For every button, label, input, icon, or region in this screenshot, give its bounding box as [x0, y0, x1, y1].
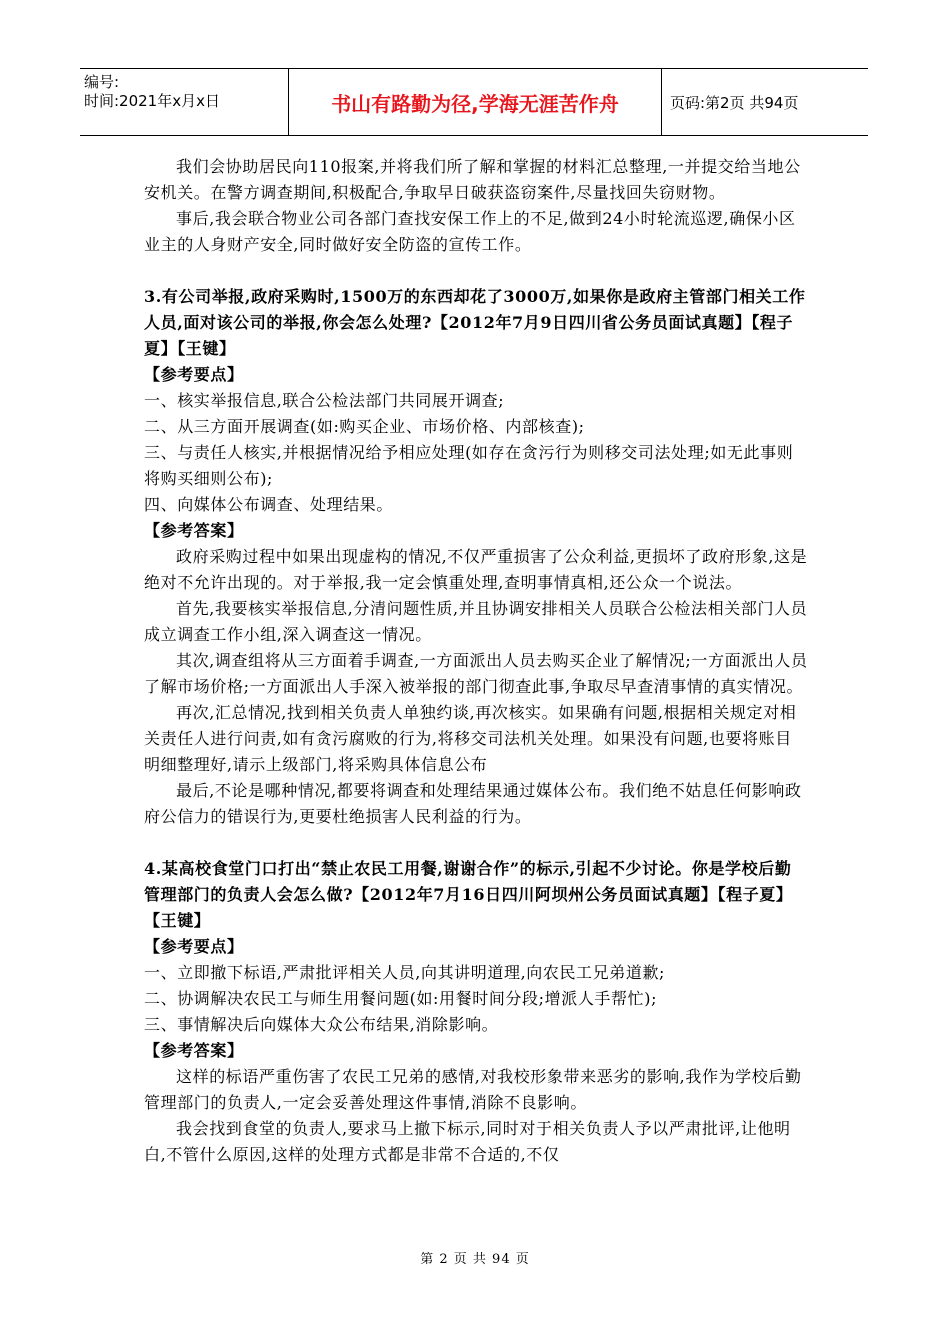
page-footer: 第 2 页 共 94 页: [420, 1252, 530, 1267]
key-point: 三、事情解决后向媒体大众公布结果,消除影响。: [144, 1015, 499, 1034]
header-meta: [80, 69, 289, 135]
question-3: 3.有公司举报,政府采购时,1500万的东西却花了3000万,如果你是政府主管部门相关工作人员,面对该公司的举报,你会怎么处理?【2012年7月9日四川省公务员面试真题】【程子夏】【王键】: [144, 287, 806, 358]
header-page-info: 页码:第2页 共94页: [670, 93, 799, 112]
key-point: 二、从三方面开展调查(如:购买企业、市场价格、内部核查);: [144, 417, 585, 436]
key-point: 四、向媒体公布调查、处理结果。: [144, 495, 394, 514]
key-points-label: 【参考要点】: [144, 937, 244, 956]
key-point: 一、立即撤下标语,严肃批评相关人员,向其讲明道理,向农民工兄弟道歉;: [144, 963, 666, 982]
answer-paragraph: 政府采购过程中如果出现虚构的情况,不仅严重损害了公众利益,更损坏了政府形象,这是绝对不允许出现的。对于举报,我一定会慎重处理,查明事情真相,还公众一个说法。: [144, 547, 808, 592]
question-4: 4.某高校食堂门口打出“禁止农民工用餐,谢谢合作”的标示,引起不少讨论。你是学校后勤管理部门的负责人会怎么做?【2012年7月16日四川阿坝州公务员面试真题】【程子夏】【王键】: [144, 859, 793, 930]
answer-paragraph: 其次,调查组将从三方面着手调查,一方面派出人员去购买企业了解情况;一方面派出人员了解市场价格;一方面派出人手深入被举报的部门彻查此事,争取尽早查清事情的真实情况。: [144, 651, 808, 696]
answer-paragraph: 我会找到食堂的负责人,要求马上撤下标示,同时对于相关负责人予以严肃批评,让他明白,不管什么原因,这样的处理方式都是非常不合适的,不仅: [144, 1119, 791, 1164]
time-label: 时间:2021年x月x日: [84, 92, 220, 110]
key-point: 三、与责任人核实,并根据情况给予相应处理(如存在贪污行为则移交司法处理;如无此事则将购买细则公布);: [144, 443, 794, 488]
answer-paragraph: 这样的标语严重伤害了农民工兄弟的感情,对我校形象带来恶劣的影响,我作为学校后勤管理部门的负责人,一定会妥善处理这件事情,消除不良影响。: [144, 1067, 802, 1112]
header-motto: 书山有路勤为径,学海无涯苦作舟: [289, 69, 662, 135]
key-point: 二、协调解决农民工与师生用餐问题(如:用餐时间分段;增派人手帮忙);: [144, 989, 658, 1008]
code-label: 编号:: [84, 73, 120, 91]
key-point: 一、核实举报信息,联合公检法部门共同展开调查;: [144, 391, 505, 410]
answer-paragraph: 首先,我要核实举报信息,分清问题性质,并且协调安排相关人员联合公检法相关部门人员成立调查工作小组,深入调查这一情况。: [144, 599, 808, 644]
answer-paragraph: 最后,不论是哪种情况,都要将调查和处理结果通过媒体公布。我们绝不姑息任何影响政府公信力的错误行为,更要杜绝损害人民利益的行为。: [144, 781, 802, 826]
key-points-label: 【参考要点】: [144, 365, 244, 384]
document-body: [144, 154, 808, 1168]
paragraph: 我们会协助居民向110报案,并将我们所了解和掌握的材料汇总整理,一并提交给当地公安机关。在警方调查期间,积极配合,争取早日破获盗窃案件,尽量找回失窃财物。: [144, 157, 801, 202]
answer-paragraph: 再次,汇总情况,找到相关负责人单独约谈,再次核实。如果确有问题,根据相关规定对相关责任人进行问责,如有贪污腐败的行为,将移交司法机关处理。如果没有问题,也要将账目明细整理好,请示上级部门,将采购具体信息公布: [144, 703, 797, 774]
paragraph: 事后,我会联合物业公司各部门查找安保工作上的不足,做到24小时轮流巡逻,确保小区业主的人身财产安全,同时做好安全防盗的宣传工作。: [144, 209, 796, 254]
page-header: [80, 68, 868, 136]
answer-label: 【参考答案】: [144, 1041, 244, 1060]
answer-label: 【参考答案】: [144, 521, 244, 540]
